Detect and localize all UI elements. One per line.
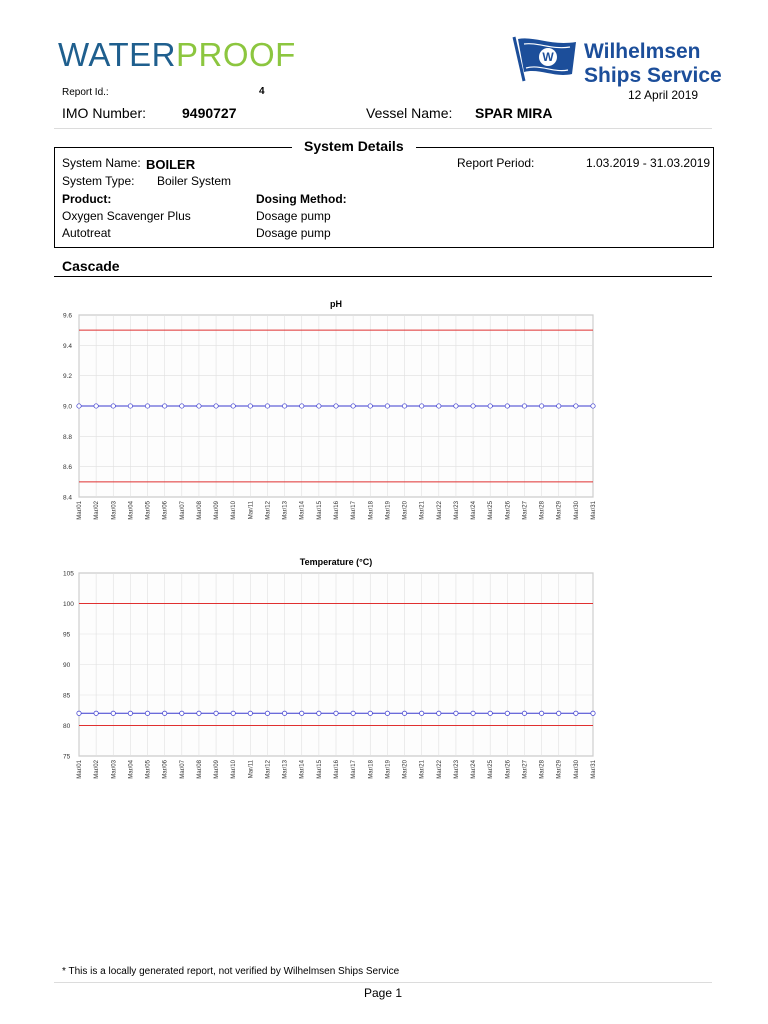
footer-note: * This is a locally generated report, not verified by Wilhelmsen Ships Service [62,966,400,977]
x-tick-label: Mar/21 [419,501,426,520]
x-tick-label: Mar/07 [179,501,186,520]
x-tick-label: Mar/23 [453,501,460,520]
x-tick-label: Mar/30 [573,760,580,779]
dosing-method-header: Dosing Method: [256,192,347,206]
report-id-value: 4 [259,86,265,97]
y-tick-label: 80 [63,723,71,730]
y-tick-label: 95 [63,631,71,639]
report-period-label: Report Period: [457,156,535,170]
data-point [402,404,406,408]
x-tick-label: Mar/20 [402,760,409,779]
data-point [317,711,321,715]
x-tick-label: Mar/06 [162,760,169,779]
svg-text:W: W [542,50,554,64]
vessel-value: SPAR MIRA [475,105,553,121]
y-tick-label: 8.6 [63,464,73,472]
data-point [385,711,389,715]
data-point [265,404,269,408]
x-tick-label: Mar/13 [282,760,289,779]
data-point [419,711,423,715]
data-point [265,711,269,715]
system-type-label: System Type: [62,174,135,188]
x-tick-label: Mar/23 [453,760,460,779]
x-tick-label: Mar/14 [299,760,306,779]
data-point [539,404,543,408]
x-tick-label: Mar/08 [196,501,203,520]
x-tick-label: Mar/24 [471,501,478,520]
data-point [368,711,372,715]
data-point [231,711,235,715]
data-point [111,404,115,408]
wilhelmsen-flag-icon [510,34,580,84]
data-point [145,404,149,408]
x-tick-label: Mar/15 [316,760,323,779]
system-type-value: Boiler System [157,174,232,188]
x-tick-label: Mar/09 [214,760,221,779]
x-tick-label: Mar/28 [539,501,546,520]
data-point [505,711,509,715]
x-tick-label: Mar/07 [179,760,186,779]
x-tick-label: Mar/28 [539,760,546,779]
data-point [419,404,423,408]
data-point [471,711,475,715]
y-tick-label: 105 [63,570,74,578]
data-point [471,404,475,408]
x-tick-label: Mar/02 [94,760,101,779]
data-point [505,404,509,408]
y-tick-label: 85 [63,692,71,700]
imo-label: IMO Number: [62,105,147,121]
data-point [231,404,235,408]
data-point [402,711,406,715]
system-name-value: BOILER [146,157,196,172]
y-tick-label: 100 [63,601,74,608]
data-point [111,711,115,715]
data-point [334,404,338,408]
product-name: Autotreat [62,226,111,240]
x-tick-label: Mar/27 [522,760,529,779]
ph-chart [60,292,600,532]
data-point [522,404,526,408]
chart-title: pH [330,299,342,309]
x-tick-label: Mar/02 [94,501,101,520]
y-tick-label: 9.4 [63,342,73,350]
report-id-label: Report Id.: [62,87,109,98]
waterproof-logo: WATERPROOF [58,36,296,73]
x-tick-label: Mar/20 [402,501,409,520]
data-point [145,711,149,715]
data-point [180,404,184,408]
data-point [351,404,355,408]
data-point [282,711,286,715]
x-tick-label: Mar/05 [145,760,152,779]
y-tick-label: 8.4 [63,494,73,502]
temperature-chart [60,552,600,796]
report-date: 12 April 2019 [628,88,699,102]
header-divider [54,128,712,129]
data-point [300,711,304,715]
data-point [282,404,286,408]
data-point [351,711,355,715]
data-point [334,711,338,715]
data-point [162,404,166,408]
data-point [557,404,561,408]
x-tick-label: Mar/03 [111,760,118,779]
x-tick-label: Mar/27 [522,501,529,520]
product-header: Product: [62,192,112,206]
footer-divider [54,982,712,983]
data-point [437,711,441,715]
x-tick-label: Mar/17 [351,760,358,779]
data-point [128,711,132,715]
x-tick-label: Mar/04 [128,501,135,520]
y-tick-label: 9.2 [63,373,73,381]
data-point [77,711,81,715]
x-tick-label: Mar/03 [111,501,118,520]
product-name: Oxygen Scavenger Plus [62,209,191,223]
x-tick-label: Mar/25 [488,760,495,779]
x-tick-label: Mar/24 [471,760,478,779]
data-point [437,404,441,408]
report-period-value: 1.03.2019 - 31.03.2019 [586,156,711,170]
x-tick-label: Mar/14 [299,501,306,520]
x-tick-label: Mar/11 [248,760,255,779]
x-tick-label: Mar/21 [419,760,426,779]
data-point [300,404,304,408]
section-divider [54,276,712,277]
y-tick-label: 75 [63,753,71,761]
imo-value: 9490727 [182,105,237,121]
x-tick-label: Mar/04 [128,760,135,779]
y-tick-label: 9.0 [63,403,73,411]
data-point [591,711,595,715]
x-tick-label: Mar/22 [436,501,443,520]
x-tick-label: Mar/01 [77,501,83,520]
x-tick-label: Mar/16 [334,760,340,779]
data-point [162,711,166,715]
dosing-method: Dosage pump [256,209,331,223]
x-tick-label: Mar/15 [316,501,323,520]
system-name-label: System Name: [62,156,141,170]
data-point [94,711,98,715]
x-tick-label: Mar/19 [385,501,392,520]
system-details-title: System Details [292,138,416,154]
data-point [214,711,218,715]
data-point [197,711,201,715]
data-point [317,404,321,408]
data-point [591,404,595,408]
x-tick-label: Mar/16 [334,501,340,520]
data-point [128,404,132,408]
data-point [557,711,561,715]
x-tick-label: Mar/18 [368,760,375,779]
x-tick-label: Mar/31 [591,501,597,520]
x-tick-label: Mar/19 [385,760,392,779]
data-point [368,404,372,408]
x-tick-label: Mar/10 [231,501,238,520]
x-tick-label: Mar/29 [556,760,563,779]
y-tick-label: 8.8 [63,433,73,441]
chart-title: Temperature (°C) [299,557,373,567]
x-tick-label: Mar/30 [573,501,580,520]
x-tick-label: Mar/22 [436,760,443,779]
data-point [454,711,458,715]
data-point [454,404,458,408]
data-point [385,404,389,408]
x-tick-label: Mar/12 [265,501,272,520]
x-tick-label: Mar/18 [368,501,375,520]
section-title: Cascade [62,258,120,274]
x-tick-label: Mar/31 [591,760,597,779]
x-tick-label: Mar/29 [556,501,563,520]
data-point [488,711,492,715]
x-tick-label: Mar/06 [162,501,169,520]
x-tick-label: Mar/11 [248,501,255,520]
x-tick-label: Mar/10 [231,760,238,779]
data-point [248,404,252,408]
y-tick-label: 90 [63,662,71,669]
data-point [180,711,184,715]
data-point [77,404,81,408]
data-point [197,404,201,408]
vessel-label: Vessel Name: [366,105,453,121]
x-tick-label: Mar/26 [505,760,512,779]
data-point [522,711,526,715]
data-point [539,711,543,715]
x-tick-label: Mar/05 [145,501,152,520]
x-tick-label: Mar/09 [214,501,221,520]
data-point [94,404,98,408]
x-tick-label: Mar/26 [505,501,512,520]
x-tick-label: Mar/12 [265,760,272,779]
x-tick-label: Mar/01 [77,760,83,779]
dosing-method: Dosage pump [256,226,331,240]
x-tick-label: Mar/08 [196,760,203,779]
wilhelmsen-logo-text: Wilhelmsen Ships Service [584,40,722,87]
page-number: Page 1 [364,986,403,1000]
data-point [214,404,218,408]
x-tick-label: Mar/17 [351,501,358,520]
data-point [488,404,492,408]
x-tick-label: Mar/25 [488,501,495,520]
y-tick-label: 9.6 [63,312,73,320]
x-tick-label: Mar/13 [282,501,289,520]
data-point [574,404,578,408]
data-point [574,711,578,715]
data-point [248,711,252,715]
